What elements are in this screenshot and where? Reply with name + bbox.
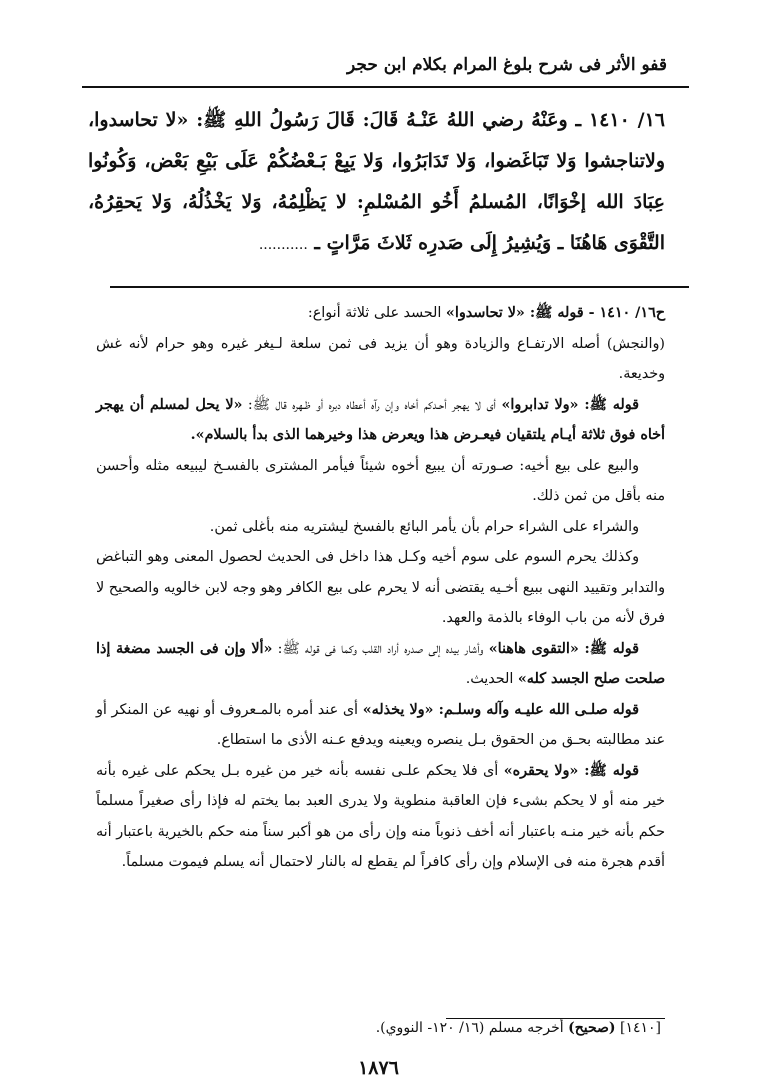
hadith-block bbox=[88, 100, 665, 266]
footnote-ref: [١٤١٠] bbox=[619, 1020, 661, 1036]
commentary-quote-3: «لا يحل لمسلم أن يهجر أخاه فوق ثلاثة أيـام يلتقيان فيعـرض هذا ويعرض هذا وخيرهما الذى بدأ بالسلام». bbox=[96, 396, 665, 443]
footnote-divider bbox=[446, 1018, 665, 1019]
running-header-title: قفو الأثر فى شرح بلوغ المرام بكلام ابن حجر bbox=[347, 55, 667, 75]
footnote bbox=[376, 1020, 661, 1036]
commentary-text-1: الحسد على ثلاثة أنواع: bbox=[307, 305, 442, 321]
commentary-label-7: قوله ﷺ: «التقوى هاهنا» bbox=[488, 640, 640, 657]
commentary-paragraph-3 bbox=[96, 390, 665, 451]
hadith-dots: ........... bbox=[258, 237, 308, 253]
commentary-label-9: قوله ﷺ: «ولا يحقره» bbox=[503, 762, 639, 779]
commentary-paragraph-9 bbox=[96, 756, 665, 878]
commentary-end-7: الحديث. bbox=[465, 671, 514, 687]
commentary-paragraph-1 bbox=[96, 298, 665, 329]
commentary-text-6: وكذلك يحرم السوم على سوم أخيه وكـل هذا داخل فى الحديث لحصول المعنى وهو التباغض والتدابر وتقييد النهى ببيع أخـيه يقتضى أنه لا يحرم على بيع الكافر وهو وجه لابن خالويه والصحيح لا فرق لأنه من باب الوفاء بالذمة والعهد. bbox=[96, 549, 665, 626]
page-number: ١٨٧٦ bbox=[358, 1057, 399, 1079]
commentary-text-9: أى فلا يحكم علـى نفسه بأنه خير من غيره بـل يحكم على غيره بأنه خير منه أو لا يحكم بشىء فإن العاقبة منطوية ولا يدرى العبد بما يختم له فإذا رأى صغيراً مسلماً حكم بأنه خير منـه باعتبار أنه أخف ذنوباً منه وإن رأى من هو أكبر سناً منه حكم بالخيرية باعتبار أنه أقدم هجرة منه فى الإسلام وإن رأى كافراً لم يقطع له بالنار لاحتمال أنه يسلم فيموت مسلماً. bbox=[96, 762, 665, 870]
commentary-quote-7: «ألا وإن فى الجسد مضغة إذا صلحت صلح الجسد كله» bbox=[96, 640, 665, 687]
commentary-paragraph-4 bbox=[96, 451, 665, 512]
commentary-paragraph-8 bbox=[96, 695, 665, 756]
commentary-paragraph-5 bbox=[96, 512, 665, 543]
commentary-paragraph-7 bbox=[96, 634, 665, 695]
commentary-text-7: وأشار بيده إلى صدره أراد القلب وكما فى قوله ﷺ: bbox=[277, 640, 484, 657]
footnote-grade: (صحيح) bbox=[568, 1020, 616, 1036]
commentary-text-2: (والنجش) أصله الارتفـاع والزيادة وهو أن يزيد فى ثمن سلعة لـيغر غيره وهو حرام لأنه غش وخديعة. bbox=[96, 335, 665, 382]
hadith-text: وعَنْهُ رضي اللهُ عَنْـهُ قَالَ: قَالَ رَسُولُ اللهِ ﷺ: «لا تحاسدوا، ولاتناجشوا وَلا تَبَاغَضوا، وَلا تَدَابَرُوا، وَلا يَبِعْ بَـعْضُكُمْ عَلَى بَيْعِ بَعْض، وَكُونُوا عِبَادَ الله إخْوَانًا، المُسلمُ أَخُو المُسْلمِ: لا يَظْلِمُهُ، وَلا يَخْذُلُهُ، وَلا يَحقِرُهُ، التَّقْوَى هَاهُنَا ـ وَيُشِيرُ إِلَى صَدرِه ثَلاثَ مَرَّاتٍ ـ bbox=[88, 109, 665, 254]
section-divider bbox=[110, 286, 689, 288]
hadith-number: ١٦/ ١٤١٠ ـ bbox=[575, 109, 666, 131]
hadith-paragraph bbox=[88, 100, 665, 266]
header-divider bbox=[82, 86, 689, 88]
commentary-label-8: قوله صلـى الله عليـه وآله وسلـم: «ولا يخذله» bbox=[362, 701, 639, 718]
commentary-text-4: والبيع على بيع أخيه: صـورته أن يبيع أخوه شيئاً فيأمر المشترى بالفسـخ ليبيعه مثله وأحسن منه بأقل من ثمن ذلك. bbox=[96, 457, 665, 504]
commentary-text-3: أى لا يهجر أحـدكم أخاه وإن رآه أعطاه دبره أو ظـهره قال ﷺ: bbox=[247, 396, 496, 413]
commentary-paragraph-6 bbox=[96, 542, 665, 634]
commentary-text-5: والشراء على الشراء حرام بأن يأمر البائع بالفسخ ليشتريه منه بأغلى ثمن. bbox=[209, 518, 639, 535]
footnote-text: أخرجه مسلم (١٦/ ١٢٠- النووي). bbox=[375, 1020, 564, 1036]
commentary-text-8: أى عند أمره بالمـعروف أو نهيه عن المنكر أو عند مطالبته بحـق من الحقوق بـل ينصره ويعينه ويدفع عـنه الأذى ما استطاع. bbox=[96, 701, 665, 748]
commentary-label-3: قوله ﷺ: «ولا تدابروا» bbox=[501, 396, 639, 413]
commentary-label-1: ح١٦/ ١٤١٠ - قوله ﷺ: «لا تحاسدوا» bbox=[445, 305, 665, 321]
commentary-block bbox=[96, 298, 665, 878]
commentary-paragraph-2 bbox=[96, 329, 665, 390]
